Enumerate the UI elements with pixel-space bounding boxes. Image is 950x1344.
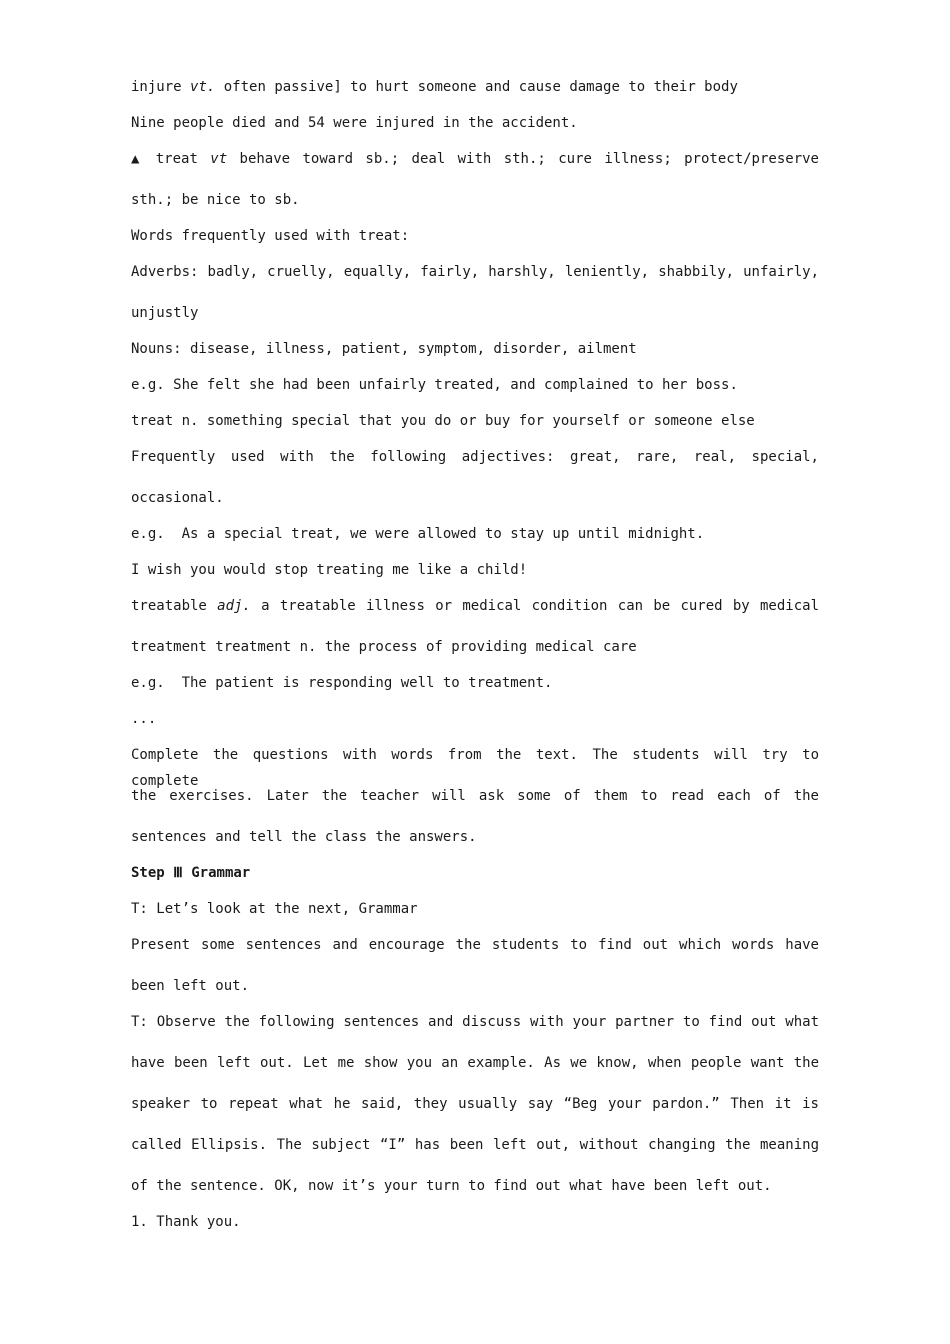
text-line: T: Observe the following sentences and discuss with your partner to find out what: [131, 1014, 819, 1030]
text-line: have been left out. Let me show you an example. As we know, when people want the: [131, 1055, 819, 1071]
text-line: e.g. The patient is responding well to treatment.: [131, 675, 553, 691]
section-heading: Step Ⅲ Grammar: [131, 865, 251, 881]
text-line: been left out.: [131, 978, 250, 994]
text-line: I wish you would stop treating me like a child!: [131, 562, 528, 578]
text-line: occasional.: [131, 490, 224, 506]
text-line: sth.; be nice to sb.: [131, 192, 300, 208]
text-line: Nine people died and 54 were injured in the accident.: [131, 115, 578, 131]
text-line: Words frequently used with treat:: [131, 228, 410, 244]
text-line: Frequently used with the following adjectives: great, rare, real, special,: [131, 449, 819, 465]
text-line: called Ellipsis. The subject “I” has been left out, without changing the meaning: [131, 1137, 819, 1153]
text-line: injure vt. often passive] to hurt someone and cause damage to their body: [131, 79, 738, 95]
text-line: Nouns: disease, illness, patient, symptom, disorder, ailment: [131, 341, 637, 357]
text-line: sentences and tell the class the answers.: [131, 829, 477, 845]
document-page: [131, 74, 819, 1245]
text-line: Present some sentences and encourage the students to find out which words have: [131, 937, 819, 953]
text-line: e.g. As a special treat, we were allowed to stay up until midnight.: [131, 526, 705, 542]
text-line: Complete the questions with words from the text. The students will try to complete: [131, 747, 819, 789]
text-line: Adverbs: badly, cruelly, equally, fairly, harshly, leniently, shabbily, unfairly,: [131, 264, 819, 280]
text-line: unjustly: [131, 305, 199, 321]
text-line: T: Let’s look at the next, Grammar: [131, 901, 418, 917]
text-line: treatable adj. a treatable illness or medical condition can be cured by medical: [131, 598, 819, 614]
text-line: speaker to repeat what he said, they usually say “Beg your pardon.” Then it is: [131, 1096, 819, 1112]
text-line: of the sentence. OK, now it’s your turn to find out what have been left out.: [131, 1178, 772, 1194]
text-line: e.g. She felt she had been unfairly treated, and complained to her boss.: [131, 377, 738, 393]
text-line: treatment treatment n. the process of providing medical care: [131, 639, 637, 655]
text-line: 1. Thank you.: [131, 1214, 241, 1230]
text-line: ...: [131, 711, 157, 727]
text-line: the exercises. Later the teacher will ask some of them to read each of the: [131, 788, 819, 804]
text-line: ▲ treat vt behave toward sb.; deal with sth.; cure illness; protect/preserve: [131, 151, 819, 167]
text-line: treat n. something special that you do or buy for yourself or someone else: [131, 413, 755, 429]
